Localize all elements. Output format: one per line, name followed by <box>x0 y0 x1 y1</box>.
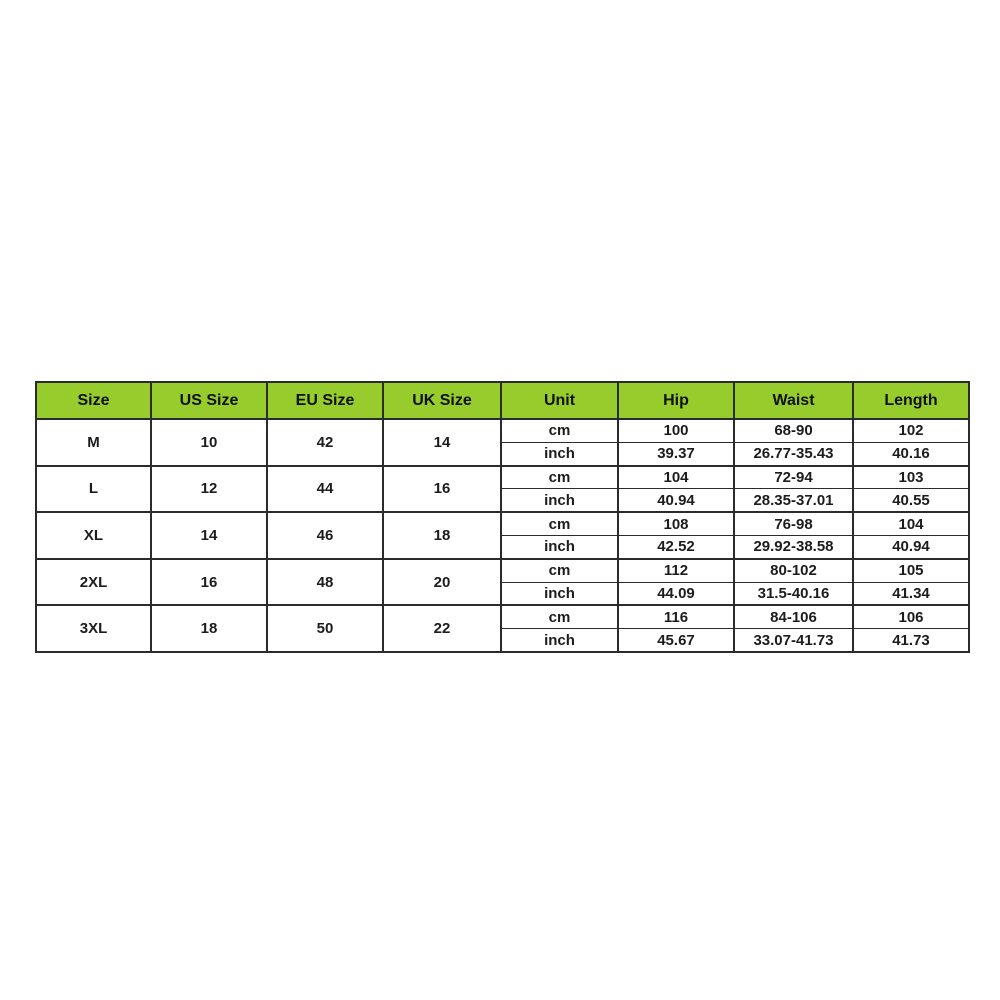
waist-cell: 80-102 <box>734 559 853 582</box>
column-header-waist: Waist <box>734 382 853 419</box>
size-chart-table <box>35 381 970 653</box>
unit-cell: cm <box>501 512 618 535</box>
unit-cell: inch <box>501 442 618 465</box>
waist-cell: 28.35-37.01 <box>734 489 853 512</box>
table-row-m-cm <box>36 419 969 442</box>
length-cell: 105 <box>853 559 969 582</box>
eu-size-cell: 50 <box>267 605 383 652</box>
column-header-uk-size: UK Size <box>383 382 501 419</box>
hip-cell: 40.94 <box>618 489 734 512</box>
header-row <box>36 382 969 419</box>
waist-cell: 33.07-41.73 <box>734 629 853 652</box>
unit-cell: cm <box>501 605 618 628</box>
length-cell: 104 <box>853 512 969 535</box>
length-cell: 40.55 <box>853 489 969 512</box>
eu-size-cell: 42 <box>267 419 383 466</box>
uk-size-cell: 20 <box>383 559 501 606</box>
eu-size-cell: 46 <box>267 512 383 559</box>
size-cell: 3XL <box>36 605 151 652</box>
table-row-3xl-cm <box>36 605 969 628</box>
waist-cell: 26.77-35.43 <box>734 442 853 465</box>
hip-cell: 44.09 <box>618 582 734 605</box>
unit-cell: cm <box>501 419 618 442</box>
waist-cell: 76-98 <box>734 512 853 535</box>
eu-size-cell: 48 <box>267 559 383 606</box>
column-header-size: Size <box>36 382 151 419</box>
uk-size-cell: 18 <box>383 512 501 559</box>
size-cell: M <box>36 419 151 466</box>
column-header-hip: Hip <box>618 382 734 419</box>
us-size-cell: 14 <box>151 512 267 559</box>
column-header-unit: Unit <box>501 382 618 419</box>
unit-cell: inch <box>501 582 618 605</box>
hip-cell: 45.67 <box>618 629 734 652</box>
length-cell: 103 <box>853 466 969 489</box>
length-cell: 106 <box>853 605 969 628</box>
uk-size-cell: 22 <box>383 605 501 652</box>
table-row-xl-cm <box>36 512 969 535</box>
column-header-eu-size: EU Size <box>267 382 383 419</box>
waist-cell: 29.92-38.58 <box>734 535 853 558</box>
length-cell: 41.34 <box>853 582 969 605</box>
column-header-us-size: US Size <box>151 382 267 419</box>
waist-cell: 72-94 <box>734 466 853 489</box>
length-cell: 41.73 <box>853 629 969 652</box>
hip-cell: 116 <box>618 605 734 628</box>
size-cell: XL <box>36 512 151 559</box>
size-cell: L <box>36 466 151 513</box>
eu-size-cell: 44 <box>267 466 383 513</box>
column-header-length: Length <box>853 382 969 419</box>
us-size-cell: 16 <box>151 559 267 606</box>
waist-cell: 68-90 <box>734 419 853 442</box>
uk-size-cell: 14 <box>383 419 501 466</box>
hip-cell: 108 <box>618 512 734 535</box>
length-cell: 102 <box>853 419 969 442</box>
unit-cell: cm <box>501 559 618 582</box>
hip-cell: 104 <box>618 466 734 489</box>
waist-cell: 31.5-40.16 <box>734 582 853 605</box>
unit-cell: cm <box>501 466 618 489</box>
unit-cell: inch <box>501 535 618 558</box>
size-cell: 2XL <box>36 559 151 606</box>
us-size-cell: 10 <box>151 419 267 466</box>
table-row-2xl-cm <box>36 559 969 582</box>
uk-size-cell: 16 <box>383 466 501 513</box>
hip-cell: 100 <box>618 419 734 442</box>
us-size-cell: 12 <box>151 466 267 513</box>
us-size-cell: 18 <box>151 605 267 652</box>
table-row-l-cm <box>36 466 969 489</box>
hip-cell: 39.37 <box>618 442 734 465</box>
waist-cell: 84-106 <box>734 605 853 628</box>
unit-cell: inch <box>501 629 618 652</box>
length-cell: 40.16 <box>853 442 969 465</box>
hip-cell: 42.52 <box>618 535 734 558</box>
unit-cell: inch <box>501 489 618 512</box>
hip-cell: 112 <box>618 559 734 582</box>
length-cell: 40.94 <box>853 535 969 558</box>
